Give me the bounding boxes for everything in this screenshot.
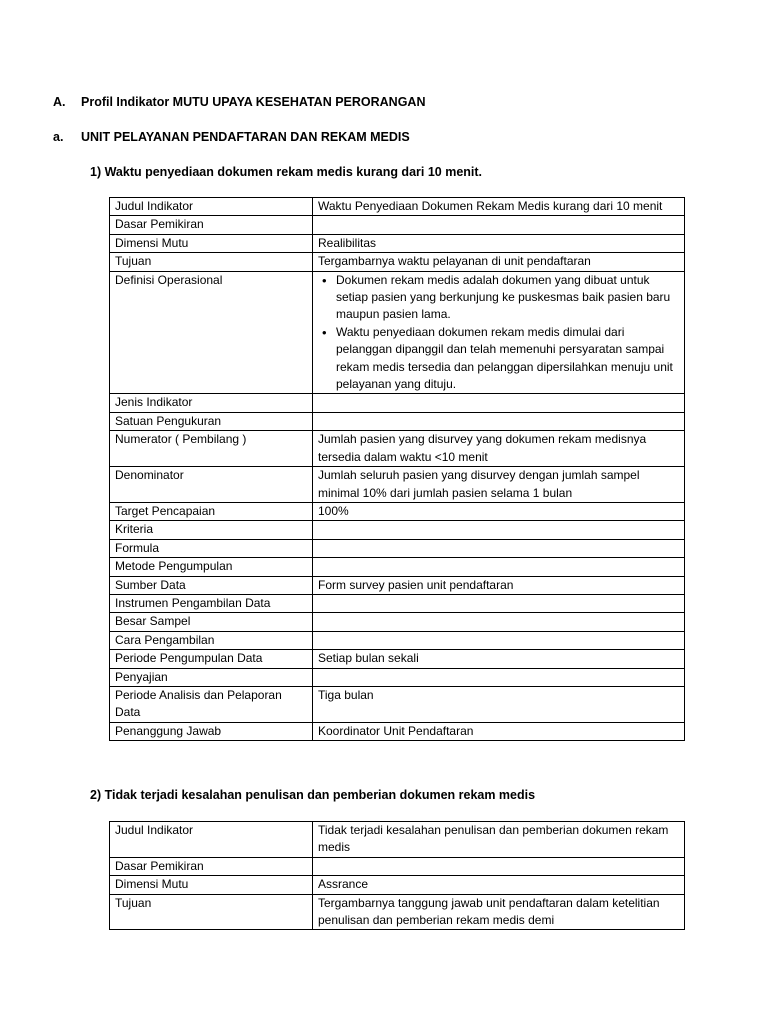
row-value: [313, 668, 685, 686]
row-value: Jumlah seluruh pasien yang disurvey dengan jumlah sampel minimal 10% dari jumlah pasien selama 1 bulan: [313, 467, 685, 503]
row-label: Dimensi Mutu: [110, 876, 313, 894]
row-label: Cara Pengambilan: [110, 631, 313, 649]
row-value: Assrance: [313, 876, 685, 894]
indicator-1-table: [109, 197, 685, 741]
row-value: Jumlah pasien yang disurvey yang dokumen rekam medisnya tersedia dalam waktu <10 menit: [313, 431, 685, 467]
row-label: Penyajian: [110, 668, 313, 686]
section-a-title: Profil Indikator MUTU UPAYA KESEHATAN PERORANGAN: [81, 95, 426, 109]
definition-bullet-list: [318, 272, 679, 394]
indicator-2-heading: 2) Tidak terjadi kesalahan penulisan dan pemberian dokumen rekam medis: [90, 788, 536, 802]
row-value: Realibilitas: [313, 234, 685, 252]
row-label: Denominator: [110, 467, 313, 503]
table-row: [110, 539, 685, 557]
row-label: Definisi Operasional: [110, 271, 313, 394]
row-label: Periode Pengumpulan Data: [110, 650, 313, 668]
row-label: Sumber Data: [110, 576, 313, 594]
row-label: Metode Pengumpulan: [110, 558, 313, 576]
row-value: Form survey pasien unit pendaftaran: [313, 576, 685, 594]
table-row: [110, 216, 685, 234]
table-row: [110, 198, 685, 216]
section-a-sub-heading: [53, 129, 410, 145]
row-value: [313, 412, 685, 430]
row-label: Besar Sampel: [110, 613, 313, 631]
row-value: Waktu Penyediaan Dokumen Rekam Medis kurang dari 10 menit: [313, 198, 685, 216]
table-row: [110, 271, 685, 394]
table-row: [110, 876, 685, 894]
row-label: Tujuan: [110, 894, 313, 930]
row-label: Dasar Pemikiran: [110, 216, 313, 234]
row-value: [313, 594, 685, 612]
row-value: Tergambarnya tanggung jawab unit pendaftaran dalam ketelitian penulisan dan pemberian rekam medis demi: [313, 894, 685, 930]
row-value: [313, 631, 685, 649]
table-row: [110, 576, 685, 594]
row-value: Tidak terjadi kesalahan penulisan dan pemberian dokumen rekam medis: [313, 822, 685, 858]
row-label: Numerator ( Pembilang ): [110, 431, 313, 467]
section-a-sub-title: UNIT PELAYANAN PENDAFTARAN DAN REKAM MEDIS: [81, 130, 410, 144]
row-label: Jenis Indikator: [110, 394, 313, 412]
row-label: Judul Indikator: [110, 198, 313, 216]
table-row: [110, 857, 685, 875]
row-label: Formula: [110, 539, 313, 557]
section-a-heading: [53, 94, 425, 110]
table-row: [110, 502, 685, 520]
table-row: [110, 650, 685, 668]
table-row: [110, 894, 685, 930]
table-row: [110, 467, 685, 503]
row-value: 100%: [313, 502, 685, 520]
row-value: [313, 521, 685, 539]
section-a-marker: A.: [53, 95, 66, 109]
table-row: [110, 412, 685, 430]
row-label: Dasar Pemikiran: [110, 857, 313, 875]
row-value: [313, 613, 685, 631]
row-label: Instrumen Pengambilan Data: [110, 594, 313, 612]
table-row: [110, 558, 685, 576]
row-label: Satuan Pengukuran: [110, 412, 313, 430]
table-row: [110, 631, 685, 649]
table-row: [110, 722, 685, 740]
indicator-2-table: [109, 821, 685, 930]
table-row: [110, 613, 685, 631]
row-label: Judul Indikator: [110, 822, 313, 858]
table-row: [110, 822, 685, 858]
table-row: [110, 686, 685, 722]
list-item: • Dokumen rekam medis adalah dokumen yang dibuat untuk setiap pasien yang berkunjung ke puskesmas baik pasien baru maupun pasien lama.: [336, 272, 679, 324]
list-item: • Waktu penyediaan dokumen rekam medis dimulai dari pelanggan dipanggil dan telah memenuhi persyaratan sampai rekam medis tersedia dan pelanggan dipersilahkan menuju unit pelayanan yang dituju.: [336, 324, 679, 394]
row-value: [313, 558, 685, 576]
row-value: [313, 857, 685, 875]
row-value: Tiga bulan: [313, 686, 685, 722]
row-label: Dimensi Mutu: [110, 234, 313, 252]
row-value: [313, 394, 685, 412]
row-value: Setiap bulan sekali: [313, 650, 685, 668]
table-row: [110, 253, 685, 271]
table-row: [110, 234, 685, 252]
table-row: [110, 668, 685, 686]
row-value: Koordinator Unit Pendaftaran: [313, 722, 685, 740]
row-value: [313, 539, 685, 557]
row-value: [313, 216, 685, 234]
section-a-sub-marker: a.: [53, 130, 64, 144]
indicator-1-heading: 1) Waktu penyediaan dokumen rekam medis kurang dari 10 menit.: [90, 165, 483, 179]
row-label: Tujuan: [110, 253, 313, 271]
row-label: Kriteria: [110, 521, 313, 539]
table-row: [110, 594, 685, 612]
table-row: [110, 394, 685, 412]
row-value: [313, 271, 685, 394]
row-label: Periode Analisis dan Pelaporan Data: [110, 686, 313, 722]
row-label: Penanggung Jawab: [110, 722, 313, 740]
table-row: [110, 521, 685, 539]
row-value: Tergambarnya waktu pelayanan di unit pendaftaran: [313, 253, 685, 271]
table-row: [110, 431, 685, 467]
row-label: Target Pencapaian: [110, 502, 313, 520]
